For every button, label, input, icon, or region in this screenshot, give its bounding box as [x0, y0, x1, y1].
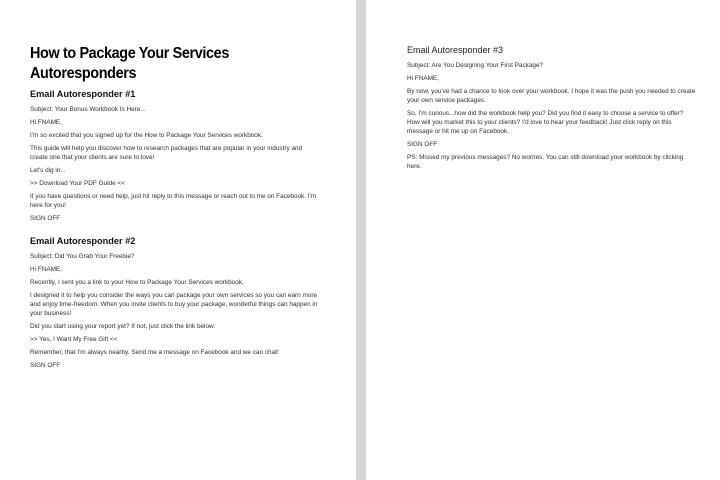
email-cta-link: >> Yes, I Want My Free Gift << — [30, 336, 118, 343]
email-paragraph: I designed it to help you consider the ways you can package your own services so you can earn more and enjoy time-freedom. When you invite clients to buy your package, wonderful things can happen in your business! — [30, 292, 318, 317]
email-subject: Subject: Did You Grab Your Freebie? — [30, 253, 135, 260]
email-subject: Subject: Your Bonus Workbook Is Here... — [30, 106, 146, 113]
email-paragraph: This guide will help you discover how to research packages that are popular in your industry and create one that your clients are sure to love! — [30, 145, 303, 161]
email-signoff: SIGN OFF — [30, 362, 61, 369]
autoresponder-3-heading: Email Autoresponder #3 — [407, 45, 504, 55]
email-subject: Subject: Are You Designing Your First Package? — [407, 62, 544, 69]
email-paragraph: I'm so excited that you signed up for the How to Package Your Services workbook. — [30, 132, 263, 139]
autoresponder-2-heading: Email Autoresponder #2 — [30, 236, 136, 246]
email-paragraph: Remember, that I'm always nearby. Send me a message on Facebook and we can chat! — [30, 349, 279, 356]
autoresponder-1-heading: Email Autoresponder #1 — [30, 89, 136, 99]
email-paragraph: By now, you've had a chance to look over your workbook. I hope it was the push you needed to create your own service packages. — [407, 88, 696, 104]
email-cta-link: >> Download Your PDF Guide << — [30, 180, 125, 187]
document-page-left — [0, 0, 356, 480]
email-greeting: Hi FNAME, — [30, 119, 62, 126]
email-postscript: PS: Missed my previous messages? No worries. You can still download your workbook by clicking here. — [407, 154, 684, 170]
email-signoff: SIGN OFF — [30, 215, 61, 222]
email-greeting: Hi FNAME, — [30, 266, 62, 273]
email-signoff: SIGN OFF — [407, 141, 438, 148]
autoresponder-1-section — [30, 88, 336, 223]
email-paragraph: So, I'm curious...how did the workbook help you? Did you find it easy to choose a service to offer? How will you market this to your clients? I'd love to hear your feedback! Just click reply on this message or hit me up on Facebook. — [407, 110, 684, 135]
autoresponder-3-section — [407, 44, 696, 171]
email-paragraph: If you have questions or need help, just hit reply to this message or reach out to me on Facebook. I'm here for you! — [30, 193, 317, 209]
email-paragraph: Recently, I sent you a link to your How to Package Your Services workbook. — [30, 279, 244, 286]
document-title: How to Package Your Services Autoresponders — [30, 45, 229, 82]
document-page-right — [366, 0, 720, 480]
email-greeting: Hi FNAME, — [407, 75, 439, 82]
autoresponder-2-section — [30, 235, 336, 370]
email-paragraph: Did you start using your report yet? If not, just click the link below: — [30, 323, 216, 330]
email-paragraph: Let's dig in... — [30, 167, 66, 174]
